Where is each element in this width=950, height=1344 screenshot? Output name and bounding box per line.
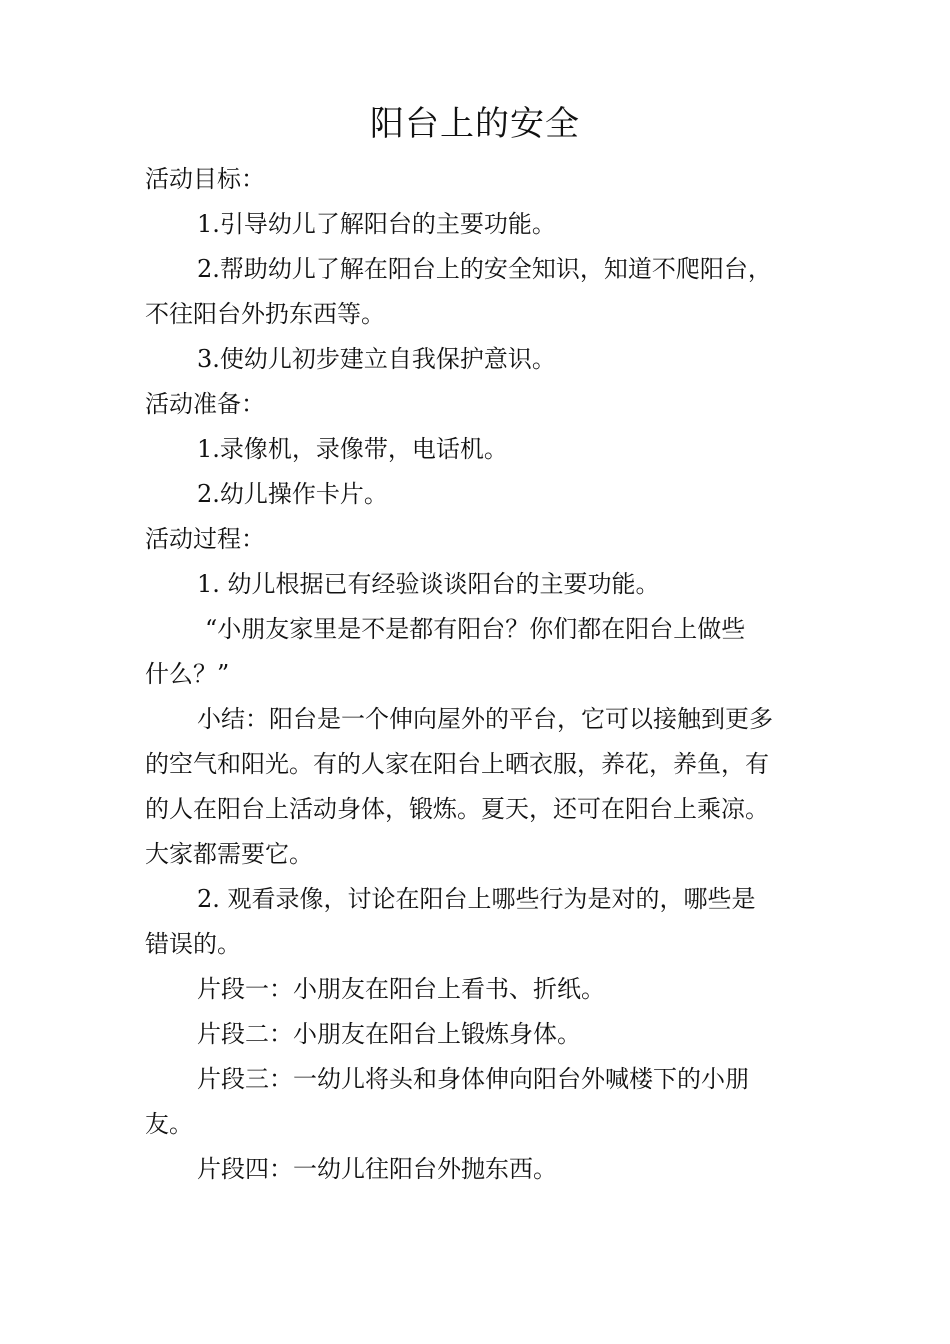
document-line: 友。	[145, 1110, 193, 1138]
document-line: 错误的。	[145, 930, 241, 958]
document-line-indented: 小结：阳台是一个伸向屋外的平台，它可以接触到更多	[197, 705, 773, 733]
document-line: 什么？”	[145, 660, 230, 688]
document-line: 的人在阳台上活动身体，锻炼。夏天，还可在阳台上乘凉。	[145, 795, 769, 823]
document-line: 的空气和阳光。有的人家在阳台上晒衣服，养花，养鱼，有	[145, 750, 769, 778]
document-line-indented: 1.录像机，录像带，电话机。	[197, 435, 508, 463]
document-line-indented: 2. 观看录像，讨论在阳台上哪些行为是对的，哪些是	[197, 885, 756, 913]
document-line-indented: 2.帮助幼儿了解在阳台上的安全知识，知道不爬阳台，	[197, 255, 772, 283]
document-line-indented: “小朋友家里是不是都有阳台？你们都在阳台上做些	[205, 615, 746, 643]
document-line-indented: 片段一：小朋友在阳台上看书、折纸。	[197, 975, 605, 1003]
document-line-indented: 片段二：小朋友在阳台上锻炼身体。	[197, 1020, 581, 1048]
document-line: 不往阳台外扔东西等。	[145, 300, 385, 328]
document-line: 大家都需要它。	[145, 840, 313, 868]
document-line-indented: 片段三：一幼儿将头和身体伸向阳台外喊楼下的小朋	[197, 1065, 749, 1093]
document-line: 活动过程：	[145, 525, 265, 553]
document-line-indented: 1. 幼儿根据已有经验谈谈阳台的主要功能。	[197, 570, 660, 598]
document-line-indented: 2.幼儿操作卡片。	[197, 480, 388, 508]
document-line-indented: 1.引导幼儿了解阳台的主要功能。	[197, 210, 556, 238]
page-title: 阳台上的安全	[370, 104, 580, 144]
document-line-indented: 3.使幼儿初步建立自我保护意识。	[197, 345, 556, 373]
document-body	[145, 157, 810, 1192]
document-line-indented: 片段四：一幼儿往阳台外抛东西。	[197, 1155, 557, 1183]
document-line: 活动目标：	[145, 165, 265, 193]
document-line: 活动准备：	[145, 390, 265, 418]
